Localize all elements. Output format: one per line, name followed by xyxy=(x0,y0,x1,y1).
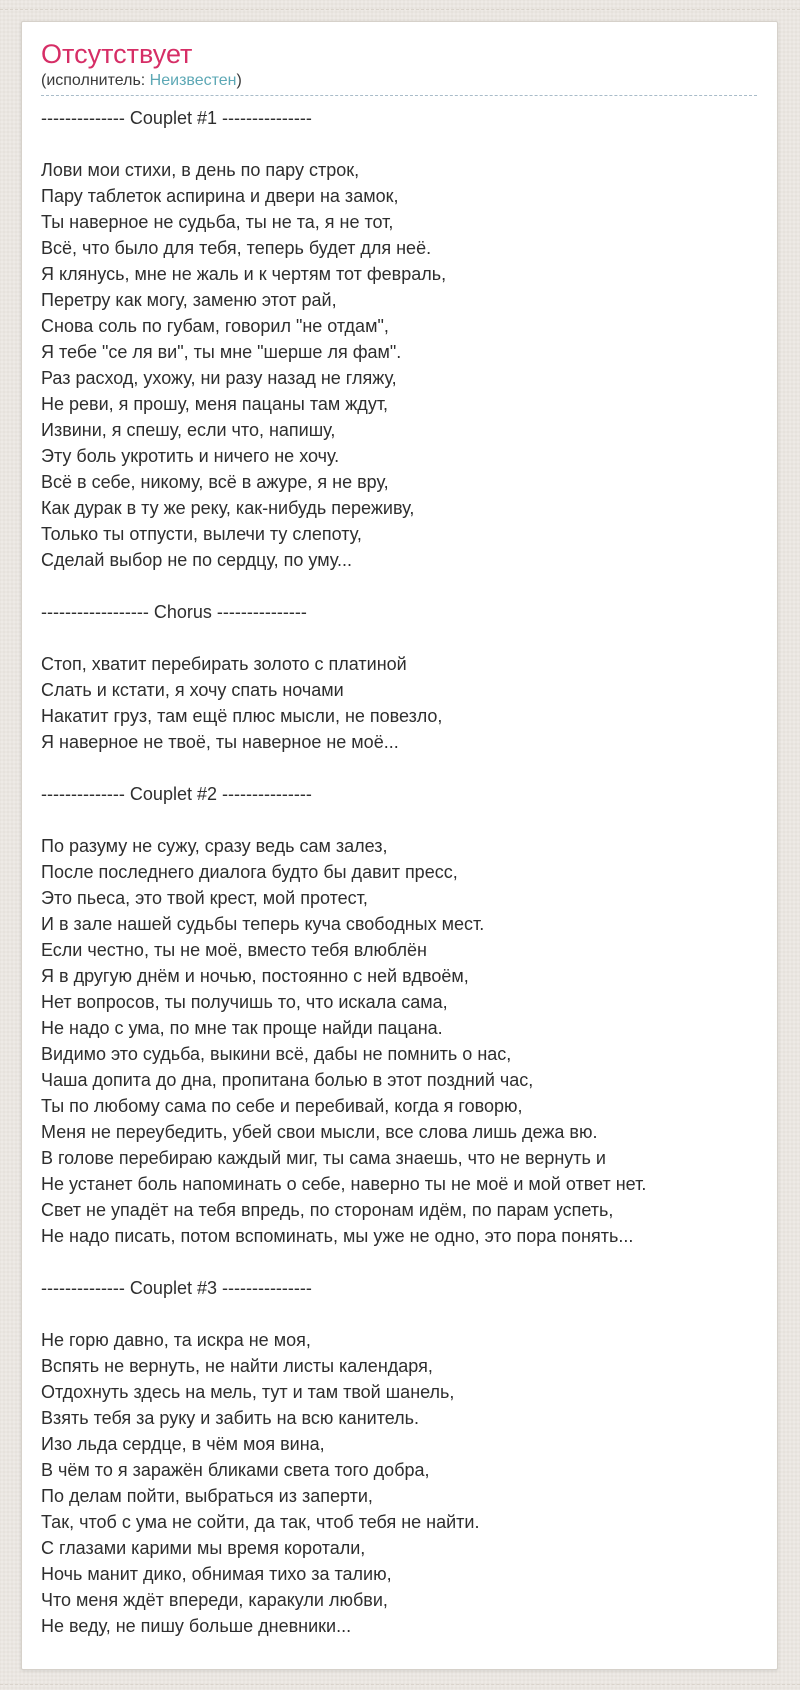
lyric-line: Всё в себе, никому, всё в ажуре, я не вру, xyxy=(41,472,389,492)
dotted-separator xyxy=(41,95,757,96)
lyric-line: Раз расход, ухожу, ни разу назад не гляжу, xyxy=(41,368,397,388)
lyric-line: Сделай выбор не по сердцу, по уму... xyxy=(41,550,352,570)
lyric-line: Что меня ждёт впереди, каракули любви, xyxy=(41,1590,388,1610)
lyric-line: По делам пойти, выбраться из заперти, xyxy=(41,1486,373,1506)
lyric-line: Не веду, не пишу больше дневники... xyxy=(41,1616,352,1636)
section-header: -------------- Couplet #1 --------------- xyxy=(41,108,312,128)
lyric-line: С глазами карими мы время коротали, xyxy=(41,1538,366,1558)
lyric-line: Вспять не вернуть, не найти листы календаря, xyxy=(41,1356,433,1376)
lyric-line: Так, чтоб с ума не сойти, да так, чтоб тебя не найти. xyxy=(41,1512,480,1532)
lyric-line: По разуму не сужу, сразу ведь сам залез, xyxy=(41,836,388,856)
artist-label-suffix: ) xyxy=(236,72,242,89)
lyric-line: Не устанет боль напоминать о себе, наверно ты не моё и мой ответ нет. xyxy=(41,1174,647,1194)
lyric-line: В чём то я заражён бликами света того добра, xyxy=(41,1460,430,1480)
blank-line xyxy=(41,807,757,833)
lyric-line: И в зале нашей судьбы теперь куча свободных мест. xyxy=(41,914,485,934)
lyrics-card xyxy=(21,21,778,1670)
lyric-line: Не горю давно, та искра не моя, xyxy=(41,1330,311,1350)
lyric-line: Меня не переубедить, убей свои мысли, все слова лишь дежа вю. xyxy=(41,1122,598,1142)
lyric-line: Эту боль укротить и ничего не хочу. xyxy=(41,446,340,466)
blank-line xyxy=(41,131,757,157)
artist-line xyxy=(41,71,757,91)
lyric-line: Если честно, ты не моё, вместо тебя влюблён xyxy=(41,940,427,960)
section-header: -------------- Couplet #2 --------------- xyxy=(41,784,312,804)
lyric-line: Пару таблеток аспирина и двери на замок, xyxy=(41,186,399,206)
lyric-line: Слать и кстати, я хочу спать ночами xyxy=(41,680,344,700)
blank-line xyxy=(41,755,757,781)
lyric-line: Нет вопросов, ты получишь то, что искала сама, xyxy=(41,992,448,1012)
lyric-line: Свет не упадёт на тебя впредь, по сторонам идём, по парам успеть, xyxy=(41,1200,614,1220)
lyric-line: Я тебе "се ля ви", ты мне "шерше ля фам". xyxy=(41,342,402,362)
lyric-line: Снова соль по губам, говорил "не отдам", xyxy=(41,316,389,336)
section-header: ------------------ Chorus --------------- xyxy=(41,602,307,622)
lyric-line: После последнего диалога будто бы давит пресс, xyxy=(41,862,458,882)
lyric-line: Ночь манит дико, обнимая тихо за талию, xyxy=(41,1564,392,1584)
song-title: Отсутствует xyxy=(41,39,193,69)
lyric-line: Всё, что было для тебя, теперь будет для неё. xyxy=(41,238,432,258)
lyric-line: Чаша допита до дна, пропитана болью в этот поздний час, xyxy=(41,1070,534,1090)
artist-link[interactable]: Неизвестен xyxy=(149,72,237,89)
lyrics-text xyxy=(41,105,757,1639)
lyric-line: Ты по любому сама по себе и перебивай, когда я говорю, xyxy=(41,1096,523,1116)
lyric-line: Ты наверное не судьба, ты не та, я не тот, xyxy=(41,212,394,232)
lyric-line: Отдохнуть здесь на мель, тут и там твой шанель, xyxy=(41,1382,455,1402)
lyric-line: Изо льда сердце, в чём моя вина, xyxy=(41,1434,325,1454)
lyric-line: Извини, я спешу, если что, напишу, xyxy=(41,420,336,440)
lyric-line: Я наверное не твоё, ты наверное не моё... xyxy=(41,732,399,752)
lyric-line: Лови мои стихи, в день по пару строк, xyxy=(41,160,360,180)
blank-line xyxy=(41,573,757,599)
lyric-line: Накатит груз, там ещё плюс мысли, не повезло, xyxy=(41,706,443,726)
lyric-line: Не надо писать, потом вспоминать, мы уже не одно, это пора понять... xyxy=(41,1226,634,1246)
lyric-line: В голове перебираю каждый миг, ты сама знаешь, что не вернуть и xyxy=(41,1148,606,1168)
blank-line xyxy=(41,1301,757,1327)
lyric-line: Как дурак в ту же реку, как-нибудь переживу, xyxy=(41,498,415,518)
lyric-line: Я в другую днём и ночью, постоянно с ней вдвоём, xyxy=(41,966,469,986)
lyric-line: Не надо с ума, по мне так проще найди пацана. xyxy=(41,1018,443,1038)
artist-label: (исполнитель: xyxy=(41,72,150,89)
lyric-line: Только ты отпусти, вылечи ту слепоту, xyxy=(41,524,362,544)
lyric-line: Я клянусь, мне не жаль и к чертям тот февраль, xyxy=(41,264,447,284)
lyric-line: Стоп, хватит перебирать золото с платиной xyxy=(41,654,407,674)
lyric-line: Перетру как могу, заменю этот рай, xyxy=(41,290,337,310)
blank-line xyxy=(41,625,757,651)
lyric-line: Взять тебя за руку и забить на всю канитель. xyxy=(41,1408,420,1428)
lyric-line: Не реви, я прошу, меня пацаны там ждут, xyxy=(41,394,389,414)
lyric-line: Это пьеса, это твой крест, мой протест, xyxy=(41,888,368,908)
blank-line xyxy=(41,1249,757,1275)
section-header: -------------- Couplet #3 --------------- xyxy=(41,1278,312,1298)
lyric-line: Видимо это судьба, выкини всё, дабы не помнить о нас, xyxy=(41,1044,512,1064)
